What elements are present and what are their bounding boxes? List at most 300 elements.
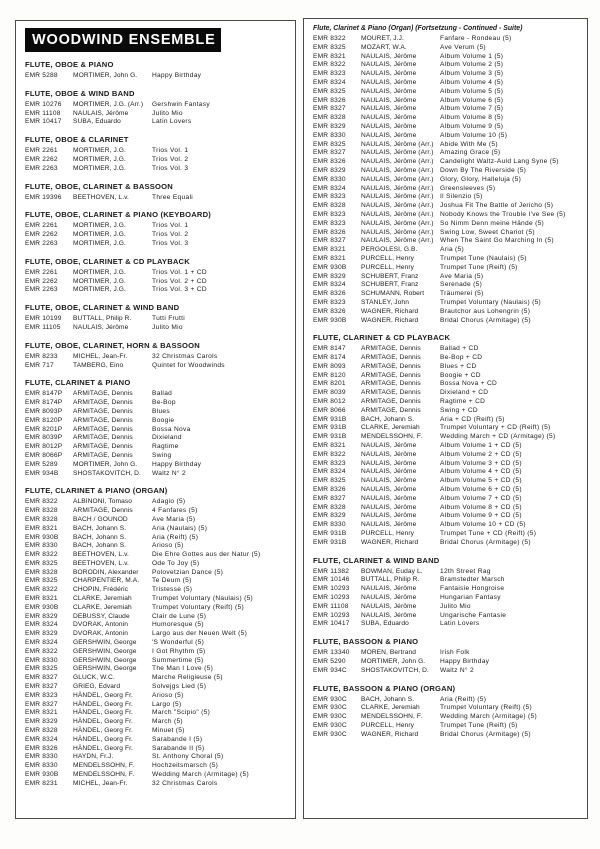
ref-number: EMR 8322 <box>313 61 346 69</box>
ref-number: EMR 10417 <box>313 620 350 628</box>
composer-name: PURCELL, Henry <box>361 263 415 271</box>
catalog-row <box>25 577 287 586</box>
piece-title: 12th Street Rag <box>440 567 491 575</box>
catalog-row <box>25 408 287 417</box>
piece-title: Waltz N° 2 <box>152 469 186 477</box>
ref-number: EMR 717 <box>25 361 54 369</box>
catalog-row <box>313 176 579 185</box>
ref-number: EMR 11105 <box>25 323 61 331</box>
piece-title: Polovetzian Dance (5) <box>152 568 224 576</box>
piece-title: Candelight Waltz-Auld Lang Syne (5) <box>440 158 559 166</box>
ref-number: EMR 8329 <box>313 272 346 280</box>
composer-name: DEBUSSY, Claude <box>73 612 130 620</box>
composer-name: NAULAIS, Jérôme <box>361 611 417 619</box>
piece-title: Swing Low, Sweet Chariot (5) <box>440 228 535 236</box>
piece-title: Trumpet Voluntary (Naulais) (5) <box>152 595 254 603</box>
catalog-row <box>313 273 579 282</box>
piece-title: 4 Fanfares (5) <box>152 507 198 515</box>
ref-number: EMR 19396 <box>25 193 62 201</box>
catalog-row <box>25 613 287 622</box>
catalog-row <box>25 762 287 771</box>
ref-number: EMR 2261 <box>25 147 58 155</box>
piece-title: Happy Birthday <box>152 72 202 79</box>
piece-title: Aria (5) <box>440 246 465 254</box>
section-title: FLUTE, OBOE & PIANO <box>25 60 114 69</box>
composer-name: BUTTALL, Philip R. <box>361 576 420 584</box>
ref-number: EMR 930C <box>313 713 347 721</box>
piece-title: Swing <box>152 451 172 459</box>
piece-title: Album Volume 8 + CD (5) <box>440 503 522 511</box>
catalog-row <box>313 44 579 53</box>
ref-number: EMR 8323 <box>313 70 346 78</box>
ref-number: EMR 8322 <box>25 498 58 506</box>
catalog-row <box>25 231 287 240</box>
catalog-row <box>313 290 579 299</box>
composer-name: CLARKE, Jeremiah <box>361 424 420 432</box>
ref-number: EMR 8147P <box>25 390 63 398</box>
piece-title: Be-Bop + CD <box>440 354 483 362</box>
piece-title: Bridal Chorus (Armitage) (5) <box>440 730 531 738</box>
ref-number: EMR 8329 <box>25 612 58 620</box>
composer-name: SCHUBERT, Franz <box>361 281 419 289</box>
catalog-row <box>25 399 287 408</box>
piece-title: Te Deum (5) <box>152 577 192 585</box>
composer-name: NAULAIS, Jérôme <box>361 450 417 458</box>
catalog-row <box>313 612 579 621</box>
catalog-row <box>313 105 579 114</box>
ref-number: EMR 8012P <box>25 443 63 451</box>
catalog-row <box>313 114 579 123</box>
catalog-row <box>313 460 579 469</box>
ref-number: EMR 5289 <box>25 460 58 468</box>
catalog-row <box>313 53 579 62</box>
piece-title: Blues <box>152 407 170 415</box>
piece-title: Dixieland + CD <box>440 389 489 397</box>
ref-number: EMR 8327 <box>313 105 346 113</box>
piece-title: Joshua Fit The Battle of Jericho (5) <box>440 202 554 210</box>
composer-name: NAULAIS, Jérôme <box>361 442 417 450</box>
piece-title: Bossa Nova <box>152 425 191 433</box>
catalog-row <box>313 354 579 363</box>
piece-title: Trios Vol. 3 <box>152 164 189 172</box>
ref-number: EMR 8327 <box>313 237 346 245</box>
composer-name: ARMITAGE, Dennis <box>361 389 421 397</box>
piece-title: Clair de Lune (5) <box>152 612 207 620</box>
catalog-row <box>313 264 579 273</box>
piece-title: Album Volume 10 + CD (5) <box>440 521 526 529</box>
composer-name: ARMITAGE, Dennis <box>73 390 133 398</box>
ref-number: EMR 8325 <box>25 665 58 673</box>
ref-number: EMR 8327 <box>313 149 346 157</box>
catalog-row <box>313 521 579 530</box>
ref-number: EMR 10293 <box>313 611 350 619</box>
piece-title: 32 Christmas Carols <box>152 779 218 787</box>
composer-name: HÄNDEL, Georg Fr. <box>73 744 133 752</box>
ref-number: EMR 8174 <box>313 354 346 362</box>
piece-title: Ballad <box>152 390 173 398</box>
composer-name: HAYDN, Fr.J. <box>73 753 114 761</box>
ref-number: EMR 8321 <box>25 524 58 532</box>
ref-number: EMR 8325 <box>25 577 58 585</box>
piece-title: Nobody Knows the Trouble I've See (5) <box>440 210 566 218</box>
catalog-row <box>25 222 287 231</box>
piece-title: Trios Vol. 1 <box>152 222 189 230</box>
catalog-row <box>313 380 579 389</box>
ref-number: EMR 11108 <box>25 109 61 117</box>
ref-number: EMR 2261 <box>25 268 58 276</box>
catalog-row <box>25 165 287 174</box>
catalog-row <box>313 576 579 585</box>
ref-number: EMR 8323 <box>313 210 346 218</box>
catalog-row <box>313 229 579 238</box>
piece-title: Happy Birthday <box>440 658 490 665</box>
composer-name: NAULAIS, Jérôme <box>361 602 417 610</box>
section-title: FLUTE, CLARINET & CD PLAYBACK <box>313 333 451 343</box>
catalog-row <box>25 542 287 551</box>
composer-name: ARMITAGE, Dennis <box>361 362 421 370</box>
composer-name: MORTIMER, John G. <box>361 658 426 665</box>
piece-title: Trios Vol. 2 <box>152 231 189 239</box>
piece-title: Latin Lovers <box>152 118 192 126</box>
ref-number: EMR 8012 <box>313 398 346 406</box>
piece-title: Solvejgs Lied (5) <box>152 683 207 691</box>
catalog-row <box>313 123 579 132</box>
piece-title: Album Volume 4 (5) <box>440 78 504 86</box>
composer-name: CLARKE, Jeremiah <box>73 603 132 611</box>
composer-name: NAULAIS, Jérôme <box>361 494 417 502</box>
piece-title: Fantaisie Hongroise <box>440 585 505 593</box>
ref-number: EMR 2263 <box>25 164 58 172</box>
piece-title: Album Volume 9 + CD (5) <box>440 512 522 520</box>
catalog-row <box>313 220 579 229</box>
ref-number: EMR 2263 <box>25 239 58 247</box>
composer-name: HÄNDEL, Georg Fr. <box>73 727 133 735</box>
ref-number: EMR 8322 <box>25 647 58 655</box>
catalog-row <box>313 424 579 433</box>
composer-name: ARMITAGE, Dennis <box>361 371 421 379</box>
ref-number: EMR 8330 <box>313 521 346 529</box>
composer-name: MENDELSSOHN, F. <box>361 433 423 441</box>
ref-number: EMR 2262 <box>25 155 58 163</box>
ref-number: EMR 934C <box>313 666 347 674</box>
piece-title: Gershwin Fantasy <box>152 100 210 108</box>
piece-title: Be-Bop <box>152 399 176 407</box>
composer-name: NAULAIS, Jérôme <box>361 122 417 130</box>
composer-name: MENDELSSOHN, F. <box>73 771 135 779</box>
piece-title: The Man I Love (5) <box>152 665 214 673</box>
ref-number: EMR 8201 <box>313 380 346 388</box>
piece-title: Abide With Me (5) <box>440 140 498 148</box>
catalog-row <box>313 211 579 220</box>
piece-title: Album Volume 1 + CD (5) <box>440 442 522 450</box>
composer-name: MORTIMER, J.G. <box>73 286 126 294</box>
piece-title: Trumpet Tune (Reift) (5) <box>440 721 518 729</box>
composer-name: NAULAIS, Jérôme (Arr.) <box>361 210 434 218</box>
piece-title: Irish Folk <box>440 649 470 657</box>
piece-title: Aria (Reift) (5) <box>152 533 199 541</box>
catalog-row <box>313 722 579 731</box>
composer-name: NAULAIS, Jérôme <box>361 486 417 494</box>
catalog-row <box>313 389 579 398</box>
catalog-row <box>313 237 579 246</box>
composer-name: BUTTALL, Philip R. <box>73 315 132 323</box>
composer-name: MORTIMER, J.G. <box>73 147 126 155</box>
catalog-row <box>25 353 287 362</box>
catalog-row <box>25 240 287 249</box>
ref-number: EMR 8201P <box>25 425 63 433</box>
piece-title: When The Saint Go Marching In (5) <box>440 237 554 245</box>
composer-name: WAGNER, Richard <box>361 316 419 324</box>
composer-name: MORTIMER, John G. <box>73 72 138 79</box>
composer-name: BACH, Johann S. <box>361 415 415 423</box>
ref-number: EMR 8328 <box>313 503 346 511</box>
piece-title: Three Equali <box>152 193 193 201</box>
ref-number: EMR 8321 <box>313 246 346 254</box>
left-column <box>15 20 296 819</box>
section-title: FLUTE, CLARINET & WIND BAND <box>313 555 440 565</box>
catalog-row <box>313 451 579 460</box>
catalog-row <box>313 620 579 629</box>
ref-number: EMR 8323 <box>313 219 346 227</box>
piece-title: Down By The Riverside (5) <box>440 166 527 174</box>
composer-name: NAULAIS, Jérôme (Arr.) <box>361 158 434 166</box>
composer-name: NAULAIS, Jérôme (Arr.) <box>361 149 434 157</box>
catalog-row <box>25 194 287 203</box>
ref-number: EMR 8321 <box>25 709 58 717</box>
composer-name: PERGOLESI, G.B. <box>361 246 418 254</box>
piece-title: Largo (5) <box>152 700 182 708</box>
composer-name: HÄNDEL, Georg Fr. <box>73 709 133 717</box>
ref-number: EMR 8324 <box>25 639 58 647</box>
composer-name: CHARPENTIER, M.A. <box>73 577 140 585</box>
composer-name: MENDELSSOHN, F. <box>73 762 135 770</box>
ref-number: EMR 931B <box>313 433 347 441</box>
piece-title: Minuet (5) <box>152 727 185 735</box>
catalog-row <box>313 442 579 451</box>
piece-title: Waltz N° 2 <box>440 666 474 674</box>
ref-number: EMR 8322 <box>313 35 346 42</box>
piece-title: Trumpet Tune (Naulais) (5) <box>440 254 527 262</box>
piece-title: Wedding March + CD (Armitage) (5) <box>440 433 556 441</box>
section-title: FLUTE, OBOE, CLARINET & PIANO (KEYBOARD) <box>25 210 212 220</box>
catalog-row <box>25 683 287 692</box>
piece-title: Trumpet Voluntary + CD (Reift) (5) <box>440 424 551 432</box>
piece-title: Adagio (5) <box>152 498 186 506</box>
catalog-row <box>25 639 287 648</box>
ref-number: EMR 2261 <box>25 222 58 230</box>
piece-title: Julito Mio <box>152 109 183 117</box>
composer-name: NAULAIS, Jérôme (Arr.) <box>361 140 434 148</box>
composer-name: DVORAK, Antonin <box>73 630 129 638</box>
composer-name: BEETHOVEN, L.v. <box>73 559 129 567</box>
ref-number: EMR 8326 <box>313 158 346 166</box>
composer-name: SCHUMANN, Robert <box>361 290 425 298</box>
composer-name: SHOSTAKOVITCH, D. <box>361 666 429 674</box>
composer-name: ARMITAGE, Dennis <box>361 354 421 362</box>
ref-number: EMR 8326 <box>313 228 346 236</box>
catalog-row <box>313 696 579 705</box>
catalog-row <box>25 560 287 569</box>
catalog-row <box>313 167 579 176</box>
composer-name: NAULAIS, Jérôme <box>361 61 417 69</box>
ref-number: EMR 8328 <box>25 515 58 523</box>
section-title: FLUTE, OBOE, CLARINET & WIND BAND <box>25 303 180 313</box>
catalog-row <box>313 193 579 202</box>
right-column-sections <box>313 35 579 740</box>
piece-title: Aria (Naulais) (5) <box>152 524 208 532</box>
composer-name: NAULAIS, Jérôme (Arr.) <box>361 184 434 192</box>
composer-name: NAULAIS, Jérôme <box>73 109 129 117</box>
composer-name: BORODIN, Alexander <box>73 568 139 576</box>
piece-title: Album Volume 3 + CD (5) <box>440 459 522 467</box>
catalog-row <box>313 70 579 79</box>
composer-name: NAULAIS, Jérôme (Arr.) <box>361 193 434 201</box>
ref-number: EMR 8325 <box>25 559 58 567</box>
section-title: FLUTE, BASSOON & PIANO <box>313 637 419 647</box>
composer-name: MORTIMER, J.G. (Arr.) <box>73 100 144 108</box>
catalog-row <box>313 398 579 407</box>
ref-number: EMR 8321 <box>313 442 346 450</box>
ref-number: EMR 8329 <box>313 122 346 130</box>
piece-title: Album Volume 8 (5) <box>440 114 504 122</box>
piece-title: Ungarische Fantasie <box>440 611 507 619</box>
ref-number: EMR 8231 <box>25 779 58 787</box>
catalog-row <box>313 141 579 150</box>
catalog-row <box>313 185 579 194</box>
composer-name: NAULAIS, Jérôme (Arr.) <box>361 202 434 210</box>
composer-name: NAULAIS, Jérôme (Arr.) <box>361 228 434 236</box>
piece-title: Serenade (5) <box>440 281 483 289</box>
ref-number: EMR 8066P <box>25 451 63 459</box>
catalog-row <box>313 713 579 722</box>
composer-name: NAULAIS, Jérôme (Arr.) <box>361 219 434 227</box>
composer-name: NAULAIS, Jérôme <box>361 477 417 485</box>
catalog-row <box>25 498 287 507</box>
catalog-row <box>25 551 287 560</box>
catalog-row <box>25 417 287 426</box>
composer-name: CLARKE, Jeremiah <box>73 595 132 603</box>
ref-number: EMR 2263 <box>25 286 58 294</box>
composer-name: HÄNDEL, Georg Fr. <box>73 691 133 699</box>
piece-title: Summertime (5) <box>152 656 204 664</box>
composer-name: GRIEG, Edvard <box>73 683 121 691</box>
catalog-row <box>25 324 287 333</box>
ref-number: EMR 8323 <box>25 691 58 699</box>
catalog-row <box>25 709 287 718</box>
piece-title: Album Volume 6 (5) <box>440 96 504 104</box>
catalog-row <box>313 731 579 740</box>
composer-name: BOWMAN, Euday L. <box>361 567 423 575</box>
piece-title: Largo aus der Neuen Welt (5) <box>152 630 248 638</box>
catalog-row <box>25 648 287 657</box>
composer-name: MORTIMER, J.G. <box>73 222 126 230</box>
composer-name: DVORAK, Antonin <box>73 621 129 629</box>
composer-name: MICHEL, Jean-Fr. <box>73 779 128 787</box>
catalog-row <box>25 621 287 630</box>
catalog-row <box>313 594 579 603</box>
ref-number: EMR 8327 <box>25 683 58 691</box>
composer-name: ARMITAGE, Dennis <box>73 507 133 515</box>
ref-number: EMR 8326 <box>313 307 346 315</box>
catalog-row <box>313 61 579 70</box>
ref-number: EMR 8093 <box>313 362 346 370</box>
ref-number: EMR 10293 <box>313 594 350 602</box>
catalog-row <box>25 470 287 479</box>
piece-title: Träumerei (5) <box>440 290 484 298</box>
composer-name: NAULAIS, Jérôme (Arr.) <box>361 166 434 174</box>
ref-number: EMR 2262 <box>25 231 58 239</box>
section-title: FLUTE, CLARINET & PIANO (ORGAN) <box>25 486 168 496</box>
ref-number: EMR 8324 <box>313 468 346 476</box>
ref-number: EMR 8330 <box>313 131 346 139</box>
catalog-row <box>25 604 287 613</box>
ref-number: EMR 931B <box>313 530 347 538</box>
piece-title: St. Anthony Choral (5) <box>152 753 224 761</box>
section-title: FLUTE, OBOE, CLARINET, HORN & BASSOON <box>25 340 200 350</box>
catalog-row <box>313 246 579 255</box>
ref-number: EMR 8329 <box>313 166 346 174</box>
piece-title: Trumpet Tune (Reift) (5) <box>440 263 518 271</box>
ref-number: EMR 11108 <box>313 602 349 610</box>
composer-name: BACH, Johann S. <box>73 542 127 550</box>
ref-number: EMR 8324 <box>25 621 58 629</box>
piece-title: Wedding March (Armitage) (5) <box>440 713 537 721</box>
section-title: FLUTE, BASSOON & PIANO (ORGAN) <box>313 683 456 693</box>
piece-title: Trios Vol. 2 + CD <box>152 277 207 285</box>
composer-name: PURCELL, Henry <box>361 530 415 538</box>
catalog-row <box>25 736 287 745</box>
composer-name: ARMITAGE, Dennis <box>73 425 133 433</box>
ref-number: EMR 8327 <box>313 494 346 502</box>
ref-number: EMR 8324 <box>313 184 346 192</box>
composer-name: STANLEY, John <box>361 298 409 306</box>
ref-number: EMR 8322 <box>25 551 58 559</box>
piece-title: Die Ehre Gottes aus der Natur (5) <box>152 551 261 559</box>
ref-number: EMR 8326 <box>313 290 346 298</box>
composer-name: MORTIMER, J.G. <box>73 277 126 285</box>
ref-number: EMR 2262 <box>25 277 58 285</box>
piece-title: March (5) <box>152 718 183 726</box>
catalog-row <box>25 718 287 727</box>
left-column-sections <box>25 60 287 789</box>
piece-title: Swing + CD <box>440 406 478 414</box>
catalog-row <box>25 516 287 525</box>
composer-name: MORTIMER, J.G. <box>73 231 126 239</box>
ref-number: EMR 930B <box>313 263 347 271</box>
composer-name: SHOSTAKOVITCH, D. <box>73 469 141 477</box>
catalog-row <box>25 692 287 701</box>
catalog-row <box>25 156 287 165</box>
catalog-row <box>313 495 579 504</box>
piece-title: Glory, Glory, Halleluja (5) <box>440 175 522 183</box>
piece-title: Trios Vol. 2 <box>152 155 189 163</box>
catalog-row <box>313 658 579 667</box>
ref-number: EMR 8328 <box>25 507 58 515</box>
ref-number: EMR 8039 <box>313 389 346 397</box>
composer-name: ARMITAGE, Dennis <box>73 443 133 451</box>
composer-name: MORTIMER, J.G. <box>73 239 126 247</box>
catalog-row <box>313 603 579 612</box>
piece-title: Marche Religieuse (5) <box>152 674 223 682</box>
catalog-row <box>25 595 287 604</box>
composer-name: ARMITAGE, Dennis <box>361 406 421 414</box>
piece-title: Ragtime <box>152 443 179 451</box>
catalog-row <box>25 780 287 789</box>
piece-title: Trios Vol. 1 + CD <box>152 268 207 276</box>
composer-name: GERSHWIN, George <box>73 639 137 647</box>
catalog-row <box>313 363 579 372</box>
catalog-row <box>313 568 579 577</box>
